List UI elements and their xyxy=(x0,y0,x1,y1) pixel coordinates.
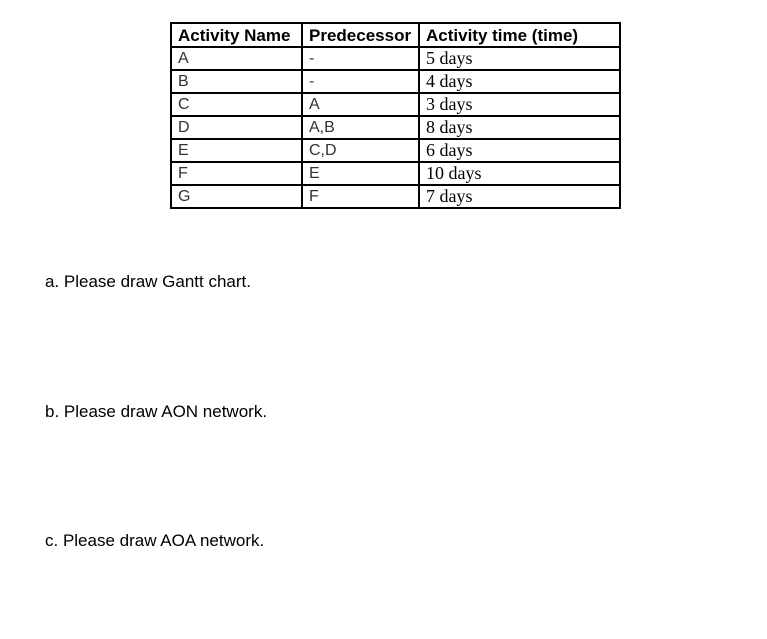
cell-activity-name: F xyxy=(171,162,302,185)
cell-predecessor: - xyxy=(302,47,419,70)
activity-table xyxy=(170,22,621,209)
table-row xyxy=(171,116,620,139)
cell-activity-time: 6 days xyxy=(419,139,620,162)
cell-predecessor: - xyxy=(302,70,419,93)
question-aon-network: b. Please draw AON network. xyxy=(45,402,268,421)
cell-predecessor: A xyxy=(302,93,419,116)
table-row xyxy=(171,70,620,93)
header-predecessor: Predecessor xyxy=(302,23,419,47)
cell-activity-time: 7 days xyxy=(419,185,620,208)
table-row xyxy=(171,47,620,70)
table-row xyxy=(171,93,620,116)
cell-activity-time: 3 days xyxy=(419,93,620,116)
cell-activity-name: C xyxy=(171,93,302,116)
header-activity-name: Activity Name xyxy=(171,23,302,47)
cell-activity-time: 5 days xyxy=(419,47,620,70)
cell-predecessor: E xyxy=(302,162,419,185)
cell-predecessor: F xyxy=(302,185,419,208)
cell-activity-time: 8 days xyxy=(419,116,620,139)
question-aoa-network: c. Please draw AOA network. xyxy=(45,531,265,550)
cell-activity-name: A xyxy=(171,47,302,70)
question-gantt-chart: a. Please draw Gantt chart. xyxy=(45,272,251,291)
table-header-row xyxy=(171,23,620,47)
cell-activity-name: G xyxy=(171,185,302,208)
table-row xyxy=(171,185,620,208)
cell-predecessor: C,D xyxy=(302,139,419,162)
table-row xyxy=(171,162,620,185)
cell-activity-name: E xyxy=(171,139,302,162)
cell-activity-time: 4 days xyxy=(419,70,620,93)
table-row xyxy=(171,139,620,162)
cell-predecessor: A,B xyxy=(302,116,419,139)
header-activity-time: Activity time (time) xyxy=(419,23,620,47)
cell-activity-name: B xyxy=(171,70,302,93)
cell-activity-name: D xyxy=(171,116,302,139)
cell-activity-time: 10 days xyxy=(419,162,620,185)
